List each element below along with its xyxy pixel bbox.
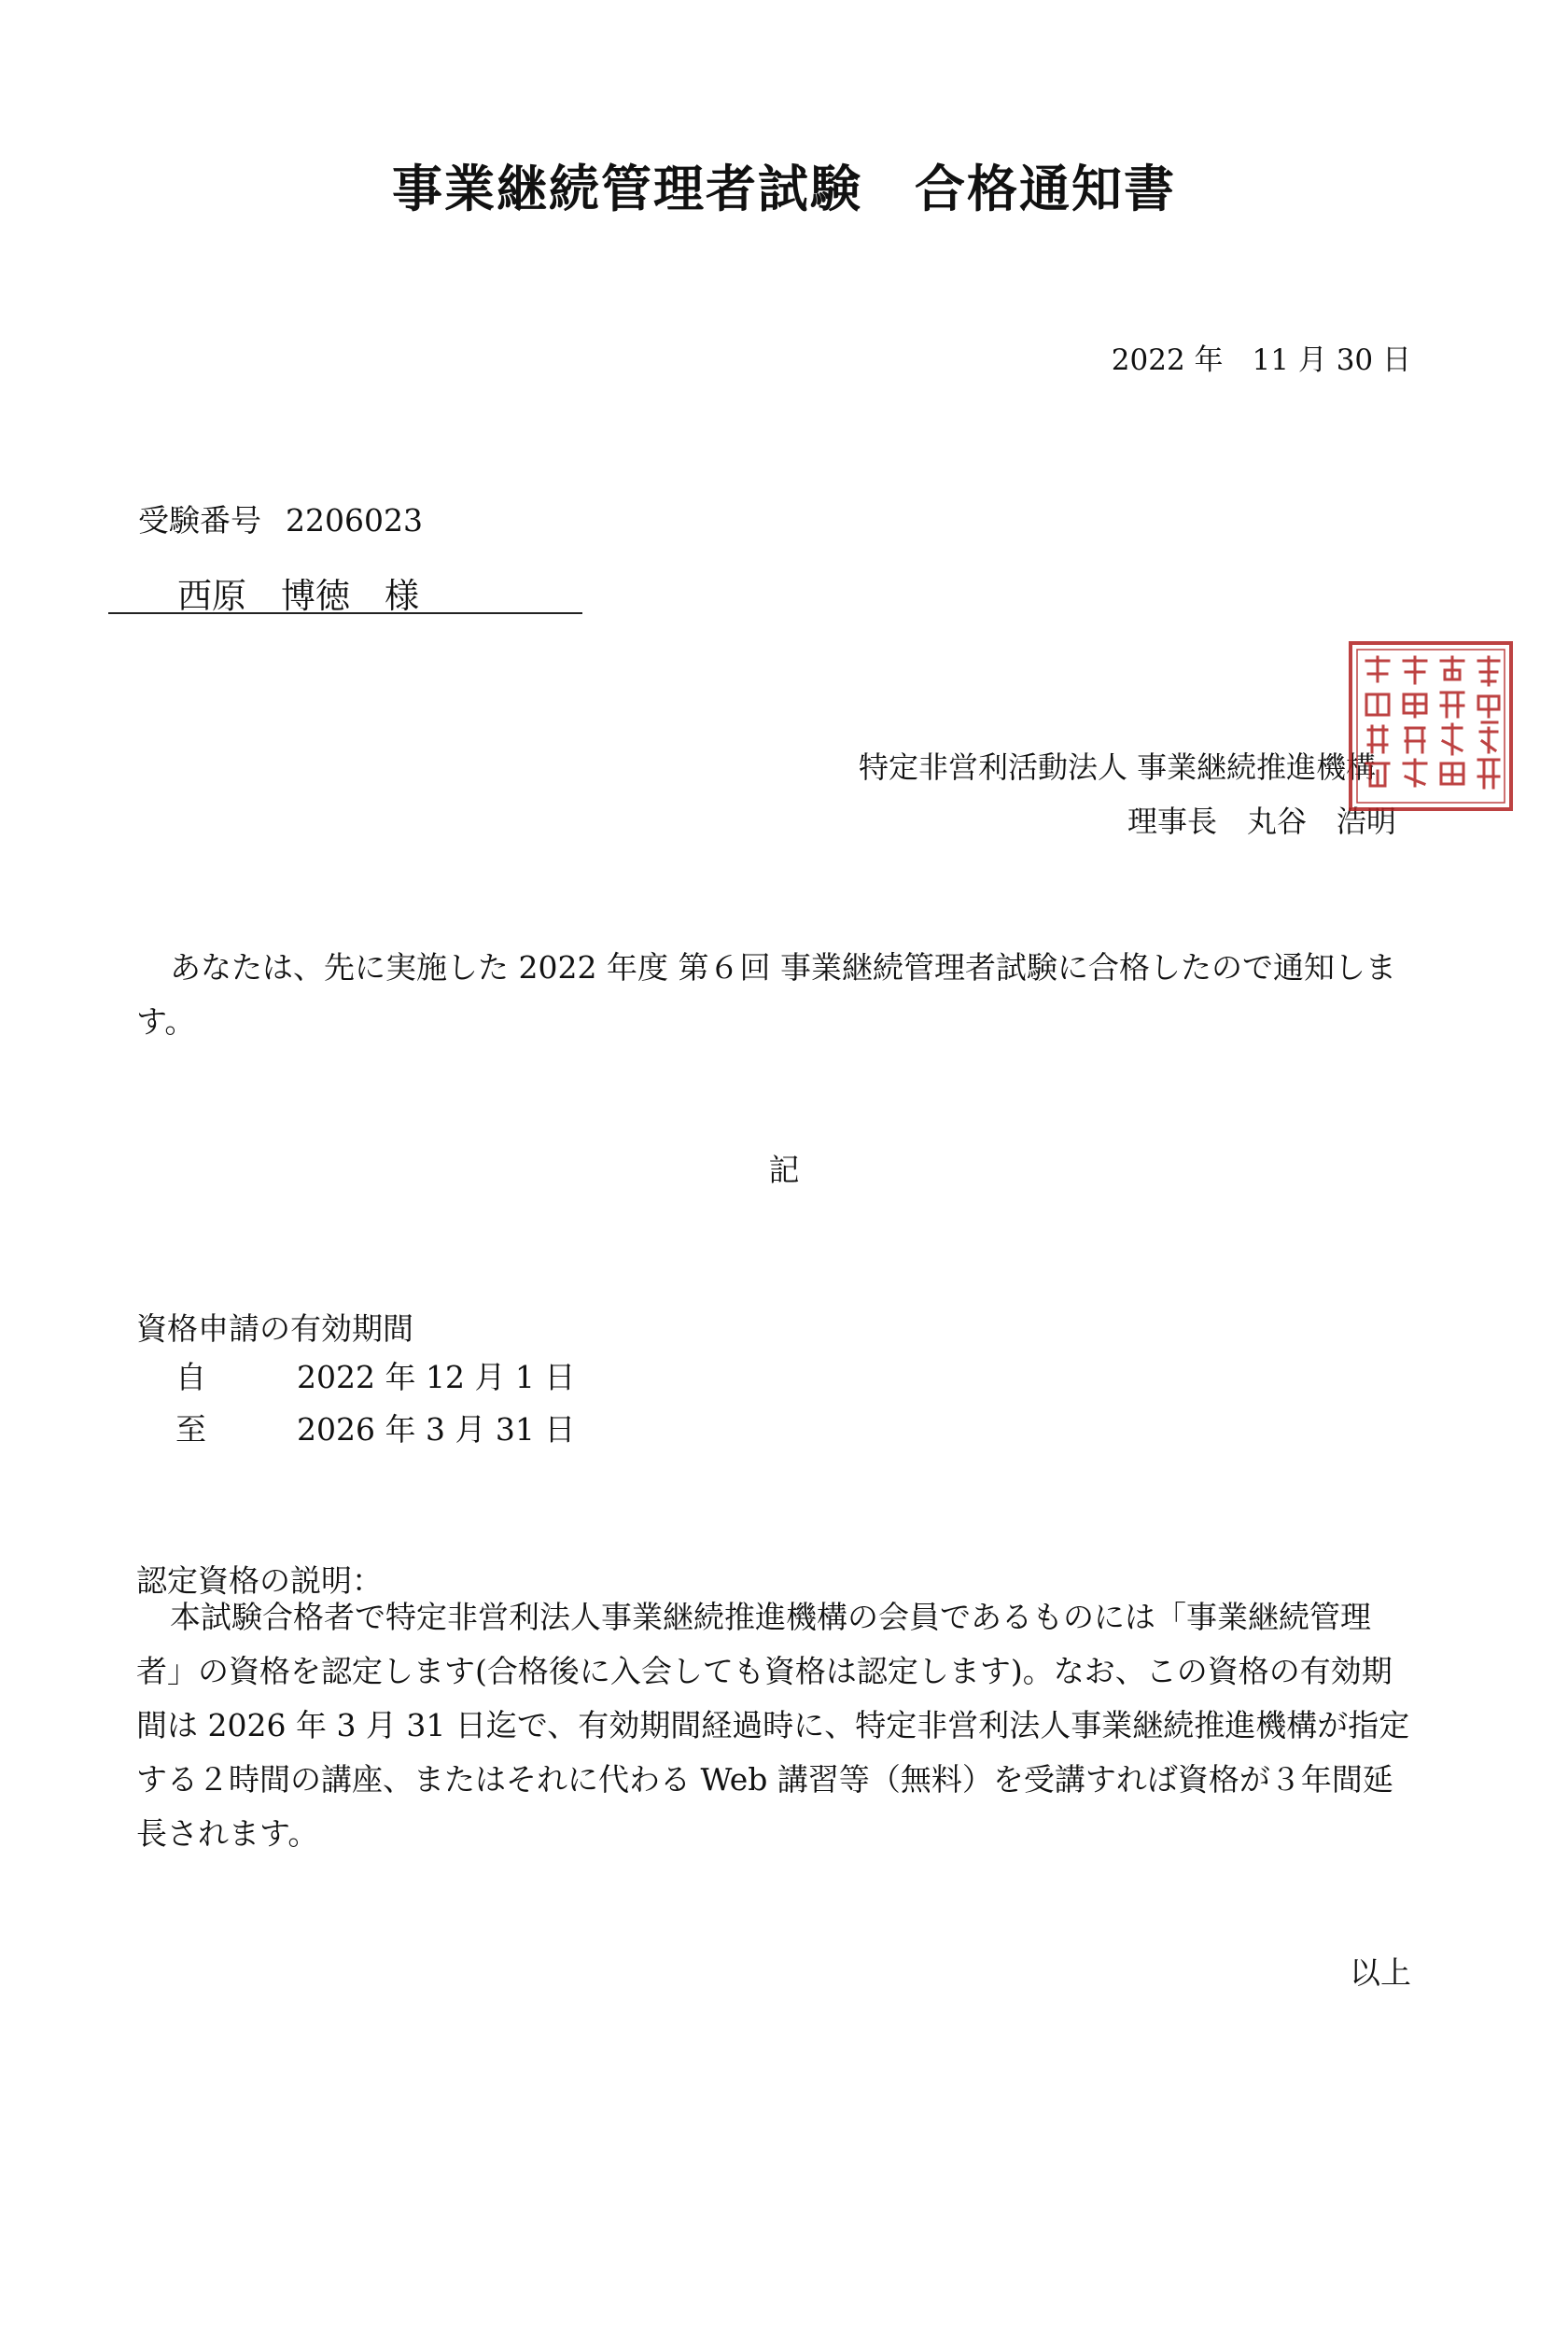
exam-number-block (138, 497, 423, 540)
issuer-representative: 理事長 丸谷 浩明 (1127, 804, 1397, 839)
seal-glyphs (1366, 657, 1499, 788)
validity-heading: 資格申請の有効期間 (136, 1310, 413, 1347)
recipient-underline (108, 612, 582, 614)
seal-border (1351, 643, 1511, 809)
validity-from-row (136, 1353, 575, 1397)
exam-number-value: 2206023 (286, 502, 423, 539)
exam-number-label: 受験番号 (138, 502, 261, 539)
ki-marker: 記 (768, 1152, 800, 1188)
issue-date: 2022 年 11 月 30 日 (1111, 343, 1411, 377)
recipient-name: 西原 博徳 様 (177, 576, 419, 616)
certification-text: 本試験合格者で特定非営利法人事業継続推進機構の会員であるものには「事業継続管理者」の資格を認定します(合格後に入会しても資格は認定します)。なお、この資格の有効期間は 2026 年 3 月 31 日迄で、有効期間経過時に、特定非営利法人事業継続推進機構が指定する２時間の講座、またはそれに代わる Web 講習等（無料）を受講すれば資格が３年間延長されます。 (136, 1599, 1410, 1852)
validity-to-label: 至 (175, 1411, 206, 1448)
official-seal-stamp (1348, 640, 1514, 812)
document-title: 事業継続管理者試験 合格通知書 (392, 159, 1176, 218)
issuer-organization: 特定非営利活動法人 事業継続推進機構 (859, 749, 1377, 785)
validity-from-label: 自 (175, 1359, 206, 1395)
validity-to-date: 2026 年 3 月 31 日 (297, 1411, 576, 1448)
closing-mark: 以上 (1350, 1954, 1411, 1991)
validity-from-date: 2022 年 12 月 1 日 (297, 1359, 576, 1395)
validity-to-row (136, 1406, 575, 1449)
notification-body: あなたは、先に実施した 2022 年度 第６回 事業継続管理者試験に合格したので通知します。 (136, 949, 1396, 1040)
certification-heading: 認定資格の説明： (136, 1562, 383, 1599)
